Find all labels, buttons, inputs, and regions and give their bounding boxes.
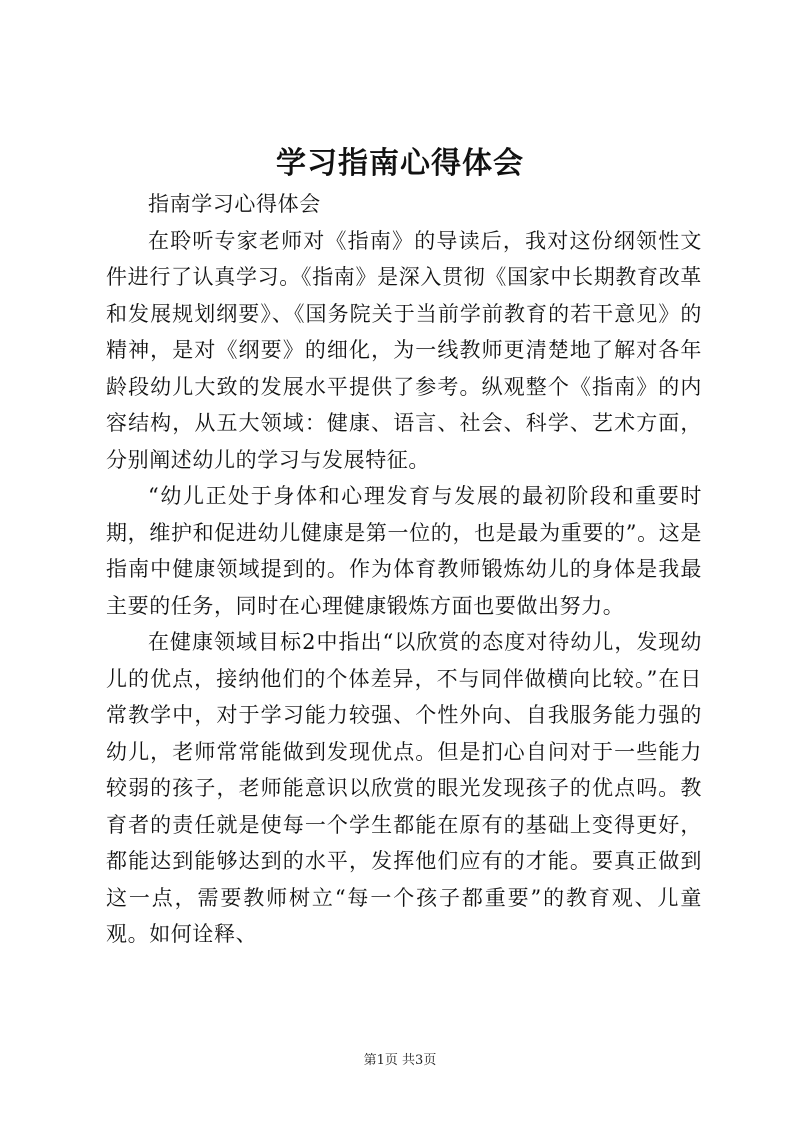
document-body [106,186,702,953]
page-number-footer: 第1页 共3页 [363,1053,437,1068]
document-subtitle: 指南学习心得体会 [148,192,321,216]
document-title: 学习指南心得体会 [276,146,524,181]
paragraph: “幼儿正处于身体和心理发育与发展的最初阶段和重要时期，维护和促进幼儿健康是第一位的，也是最为重要的”。这是指南中健康领域提到的。作为体育教师锻炼幼儿的身体是我最主要的任务，同时在心理健康锻炼方面也要做出努力。 [106,484,702,618]
paragraph: 在健康领域目标2中指出“以欣赏的态度对待幼儿，发现幼儿的优点，接纳他们的个体差异，不与同伴做横向比较。”在日常教学中，对于学习能力较强、个性外向、自我服务能力强的幼儿，老师常常能做到发现优点。但是扪心自问对于一些能力较弱的孩子，老师能意识以欣赏的眼光发现孩子的优点吗。教育者的责任就是使每一个学生都能在原有的基础上变得更好，都能达到能够达到的水平，发挥他们应有的才能。要真正做到这一点，需要教师树立“每一个孩子都重要”的教育观、儿童观。如何诠释、 [106,630,702,946]
paragraph: 在聆听专家老师对《指南》的导读后，我对这份纲领性文件进行了认真学习。《指南》是深入贯彻《国家中长期教育改革和发展规划纲要》、《国务院关于当前学前教育的若干意见》的精神，是对《纲要》的细化，为一线教师更清楚地了解对各年龄段幼儿大致的发展水平提供了参考。纵观整个《指南》的内容结构，从五大领域：健康、语言、社会、科学、艺术方面，分别阐述幼儿的学习与发展特征。 [106,228,702,472]
